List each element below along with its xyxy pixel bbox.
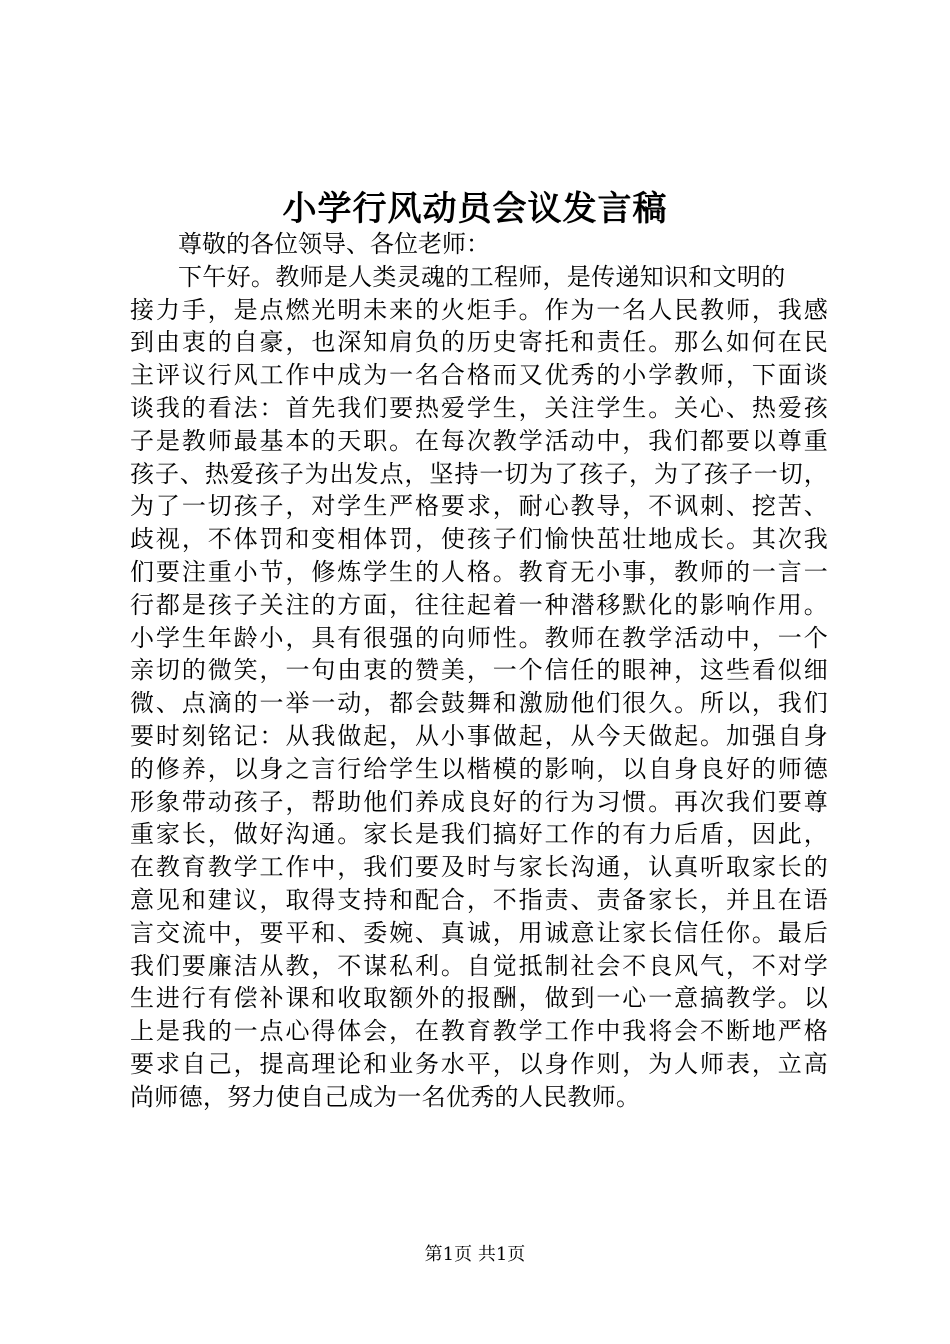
body-line: 形象带动孩子，帮助他们养成良好的行为习惯。再次我们要尊 bbox=[130, 787, 828, 816]
document-title: 小学行风动员会议发言稿 bbox=[282, 189, 668, 229]
body-line: 歧视，不体罚和变相体罚，使孩子们愉快茁壮地成长。其次我 bbox=[130, 525, 828, 554]
body-line: 们要注重小节，修炼学生的人格。教育无小事，教师的一言一 bbox=[130, 557, 828, 586]
body-line: 接力手，是点燃光明未来的火炬手。作为一名人民教师，我感 bbox=[130, 295, 828, 324]
body-line: 意见和建议，取得支持和配合，不指责、责备家长，并且在语 bbox=[130, 885, 828, 914]
body-line: 亲切的微笑，一句由衷的赞美，一个信任的眼神，这些看似细 bbox=[130, 656, 828, 685]
body-line: 主评议行风工作中成为一名合格而又优秀的小学教师，下面谈 bbox=[130, 361, 828, 390]
body-line: 微、点滴的一举一动，都会鼓舞和激励他们很久。所以，我们 bbox=[130, 689, 828, 718]
body-line: 孩子、热爱孩子为出发点，坚持一切为了孩子，为了孩子一切， bbox=[130, 459, 828, 488]
body-line: 要时刻铭记：从我做起，从小事做起，从今天做起。加强自身 bbox=[130, 721, 828, 750]
body-line: 在教育教学工作中，我们要及时与家长沟通，认真听取家长的 bbox=[130, 853, 828, 882]
body-line: 上是我的一点心得体会，在教育教学工作中我将会不断地严格 bbox=[130, 1017, 828, 1046]
body-line: 要求自己，提高理论和业务水平，以身作则，为人师表，立高 bbox=[130, 1049, 828, 1078]
body-line: 谈我的看法：首先我们要热爱学生，关注学生。关心、热爱孩 bbox=[130, 393, 828, 422]
body-line: 小学生年龄小，具有很强的向师性。教师在教学活动中，一个 bbox=[130, 623, 828, 652]
body-line: 重家长，做好沟通。家长是我们搞好工作的有力后盾，因此， bbox=[130, 820, 828, 849]
body-line: 生进行有偿补课和收取额外的报酬，做到一心一意搞教学。以 bbox=[130, 984, 828, 1013]
page-footer: 第1页 共1页 bbox=[424, 1244, 526, 1265]
body-line: 的修养，以身之言行给学生以楷模的影响，以自身良好的师德 bbox=[130, 754, 828, 783]
body-line: 子是教师最基本的天职。在每次教学活动中，我们都要以尊重 bbox=[130, 426, 828, 455]
body-line: 言交流中，要平和、委婉、真诚，用诚意让家长信任你。最后 bbox=[130, 918, 828, 947]
body-line: 下午好。教师是人类灵魂的工程师，是传递知识和文明的 bbox=[178, 262, 786, 291]
body-line: 行都是孩子关注的方面，往往起着一种潜移默化的影响作用。 bbox=[130, 590, 828, 619]
body-line: 到由衷的自豪，也深知肩负的历史寄托和责任。那么如何在民 bbox=[130, 328, 828, 357]
body-line: 为了一切孩子，对学生严格要求，耐心教导，不讽刺、挖苦、 bbox=[130, 492, 828, 521]
body-line: 尚师德，努力使自己成为一名优秀的人民教师。 bbox=[130, 1082, 641, 1111]
body-line: 我们要廉洁从教，不谋私利。自觉抵制社会不良风气，不对学 bbox=[130, 951, 828, 980]
salutation: 尊敬的各位领导、各位老师： bbox=[178, 230, 490, 258]
document-body bbox=[130, 228, 828, 1114]
